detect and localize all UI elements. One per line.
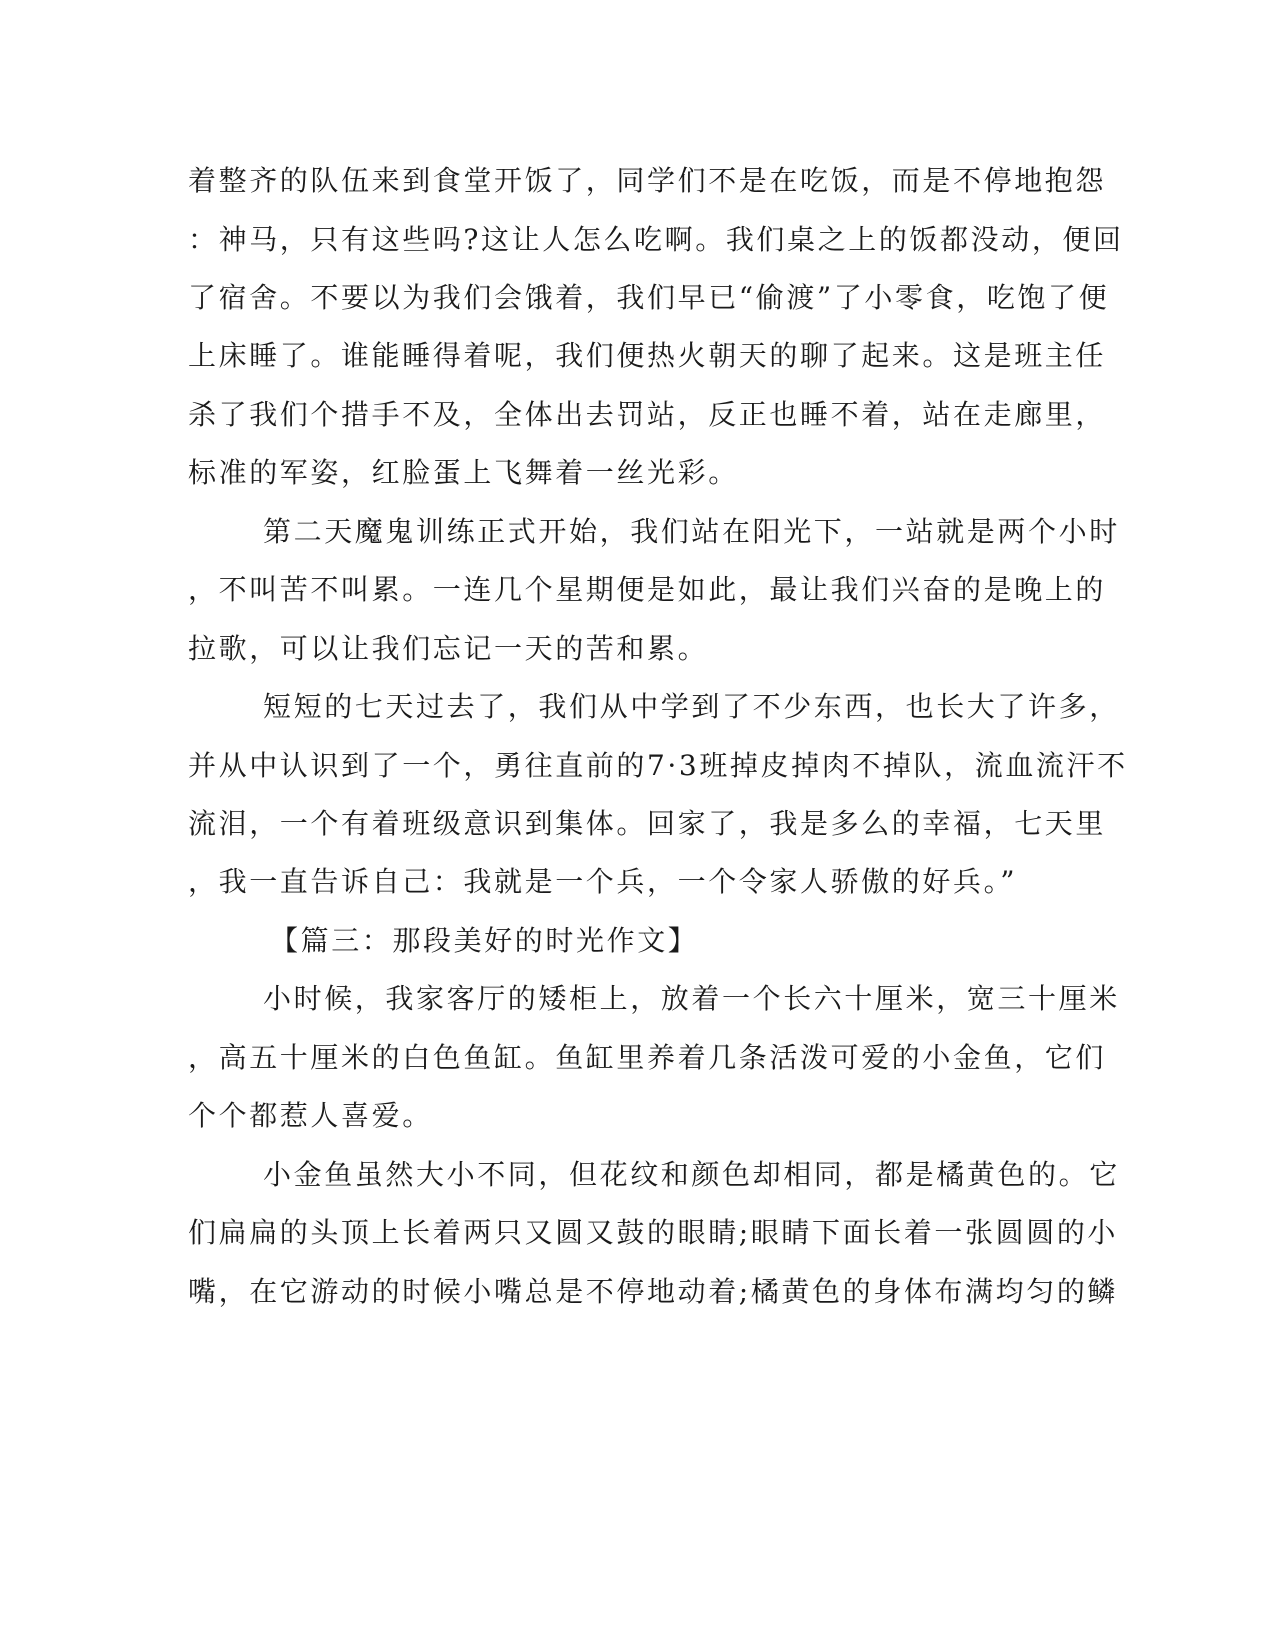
paragraph-first-line: 小时候，我家客厅的矮柜上，放着一个长六十厘米，宽三十厘米 [263, 982, 1120, 1015]
text-line: 着整齐的队伍来到食堂开饭了，同学们不是在吃饭，而是不停地抱怨 [188, 164, 1107, 197]
paragraph-first-line: 短短的七天过去了，我们从中学到了不少东西，也长大了许多， [263, 690, 1120, 723]
text-line: ，不叫苦不叫累。一连几个星期便是如此，最让我们兴奋的是晚上的 [188, 573, 1107, 606]
text-line: 拉歌，可以让我们忘记一天的苦和累。 [188, 632, 709, 665]
section-heading: 【篇三：那段美好的时光作文】 [270, 924, 699, 957]
text-line: 杀了我们个措手不及，全体出去罚站，反正也睡不着，站在走廊里， [188, 398, 1107, 431]
text-line: ，高五十厘米的白色鱼缸。鱼缸里养着几条活泼可爱的小金鱼，它们 [188, 1041, 1107, 1074]
text-line: 个个都惹人喜爱。 [188, 1099, 433, 1132]
text-line: ：神马，只有这些吗?这让人怎么吃啊。我们桌之上的饭都没动，便回 [188, 223, 1124, 256]
text-line: 们扁扁的头顶上长着两只又圆又鼓的眼睛;眼睛下面长着一张圆圆的小 [188, 1216, 1119, 1249]
text-line: ，我一直告诉自己：我就是一个兵，一个令家人骄傲的好兵。” [188, 865, 1018, 898]
paragraph-first-line: 小金鱼虽然大小不同，但花纹和颜色却相同，都是橘黄色的。它 [263, 1158, 1120, 1191]
text-line: 标准的军姿，红脸蛋上飞舞着一丝光彩。 [188, 456, 739, 489]
text-line: 嘴，在它游动的时候小嘴总是不停地动着;橘黄色的身体布满均匀的鳞 [188, 1275, 1119, 1308]
text-line: 上床睡了。谁能睡得着呢，我们便热火朝天的聊了起来。这是班主任 [188, 339, 1107, 372]
text-line: 并从中认识到了一个，勇往直前的7·3班掉皮掉肉不掉队，流血流汗不 [188, 749, 1128, 782]
text-line: 了宿舍。不要以为我们会饿着，我们早已“偷渡”了小零食，吃饱了便 [188, 281, 1110, 314]
text-line: 流泪，一个有着班级意识到集体。回家了，我是多么的幸福，七天里 [188, 807, 1107, 840]
paragraph-first-line: 第二天魔鬼训练正式开始，我们站在阳光下，一站就是两个小时 [263, 515, 1120, 548]
